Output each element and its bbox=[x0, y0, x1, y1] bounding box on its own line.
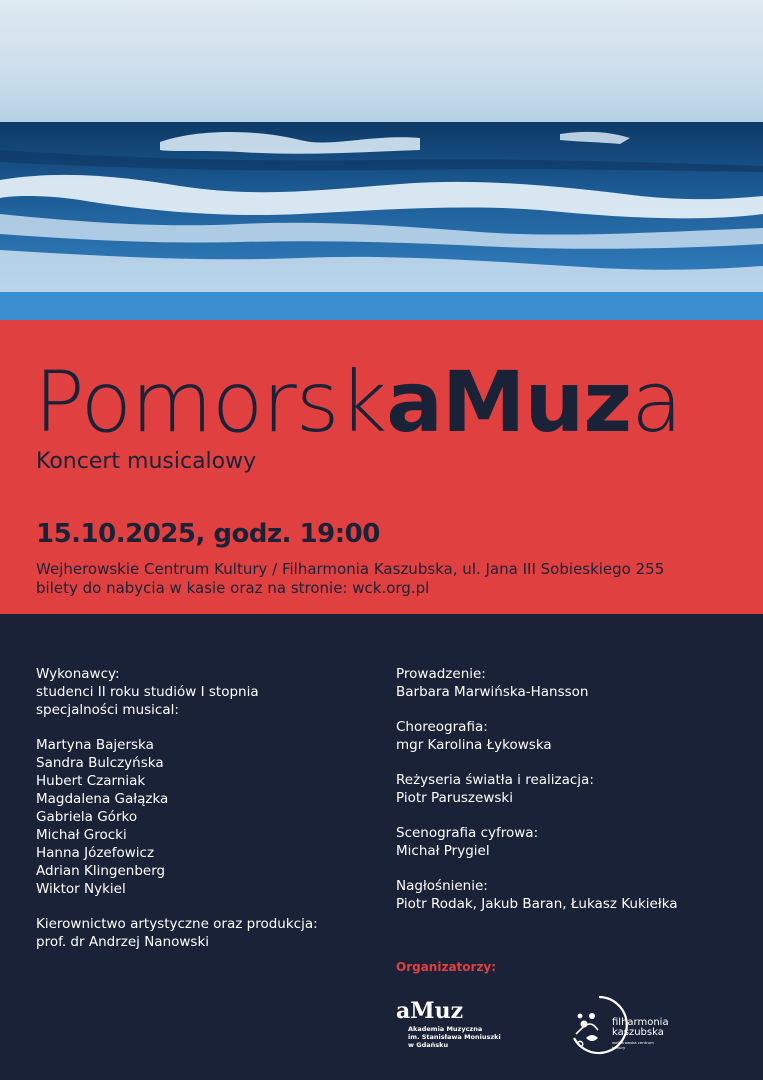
event-venue bbox=[36, 560, 664, 598]
credit-person: Piotr Rodak, Jakub Baran, Łukasz Kukiełka bbox=[396, 896, 678, 912]
credits-column bbox=[396, 665, 736, 913]
event-title bbox=[34, 352, 682, 452]
title-part-1: Pomorsk bbox=[34, 353, 387, 451]
performers-desc-2: specjalności musical: bbox=[36, 702, 179, 718]
credit-person: Barbara Marwińska-Hansson bbox=[396, 684, 589, 700]
performers-heading: Wykonawcy: bbox=[36, 666, 120, 682]
performer-name: Martyna Bajerska bbox=[36, 737, 154, 753]
event-subtitle: Koncert musicalowy bbox=[36, 449, 257, 474]
title-part-3: a bbox=[631, 353, 682, 451]
venue-line: Wejherowskie Centrum Kultury / Filharmonia Kaszubska, ul. Jana III Sobieskiego 255 bbox=[36, 560, 665, 578]
amuz-logo bbox=[396, 1000, 526, 1060]
credit-role: Scenografia cyfrowa: bbox=[396, 825, 539, 841]
performers-column bbox=[36, 665, 366, 951]
fk-name-2: kaszubska bbox=[612, 1027, 664, 1038]
credit-person: mgr Karolina Łykowska bbox=[396, 737, 552, 753]
tickets-line: bilety do nabycia w kasie oraz na stronie: wck.org.pl bbox=[36, 579, 430, 597]
performer-name: Hubert Czarniak bbox=[36, 773, 146, 789]
performer-name: Hanna Józefowicz bbox=[36, 845, 155, 861]
filharmonia-kaszubska-logo bbox=[568, 994, 668, 1060]
filharmonia-name bbox=[612, 1018, 669, 1038]
credit-role: Prowadzenie: bbox=[396, 666, 486, 682]
artistic-heading: Kierownictwo artystyczne oraz produkcja: bbox=[36, 916, 318, 932]
performers-desc-1: studenci II roku studiów I stopnia bbox=[36, 684, 259, 700]
event-date: 15.10.2025, godz. 19:00 bbox=[36, 519, 380, 549]
credit-role: Reżyseria światła i realizacja: bbox=[396, 772, 594, 788]
amuz-line-1: Akademia Muzyczna bbox=[408, 1025, 483, 1033]
amuz-line-3: w Gdańsku bbox=[408, 1041, 449, 1049]
performer-name: Adrian Klingenberg bbox=[36, 863, 166, 879]
performer-name: Sandra Bulczyńska bbox=[36, 755, 164, 771]
amuz-line-2: im. Stanisława Moniuszki bbox=[408, 1033, 501, 1041]
credit-person: Michał Prygiel bbox=[396, 843, 490, 859]
performer-name: Wiktor Nykiel bbox=[36, 881, 126, 897]
credit-person: Piotr Paruszewski bbox=[396, 790, 513, 806]
credit-role: Choreografia: bbox=[396, 719, 488, 735]
filharmonia-tagline: wejherowska centrum kultury bbox=[612, 1040, 654, 1050]
performer-name: Gabriela Górko bbox=[36, 809, 138, 825]
amuz-logo-mark: aMuz bbox=[396, 998, 464, 1024]
performer-name: Magdalena Gałązka bbox=[36, 791, 169, 807]
artistic-name: prof. dr Andrzej Nanowski bbox=[36, 934, 210, 950]
sea-photo bbox=[0, 0, 763, 320]
performer-name: Michał Grocki bbox=[36, 827, 127, 843]
fk-name-1: filharmonia bbox=[612, 1017, 669, 1028]
amuz-logo-text bbox=[408, 1025, 526, 1049]
title-part-2: aMuz bbox=[386, 353, 632, 451]
organizers-label: Organizatorzy: bbox=[396, 960, 497, 974]
credit-role: Nagłośnienie: bbox=[396, 878, 488, 894]
